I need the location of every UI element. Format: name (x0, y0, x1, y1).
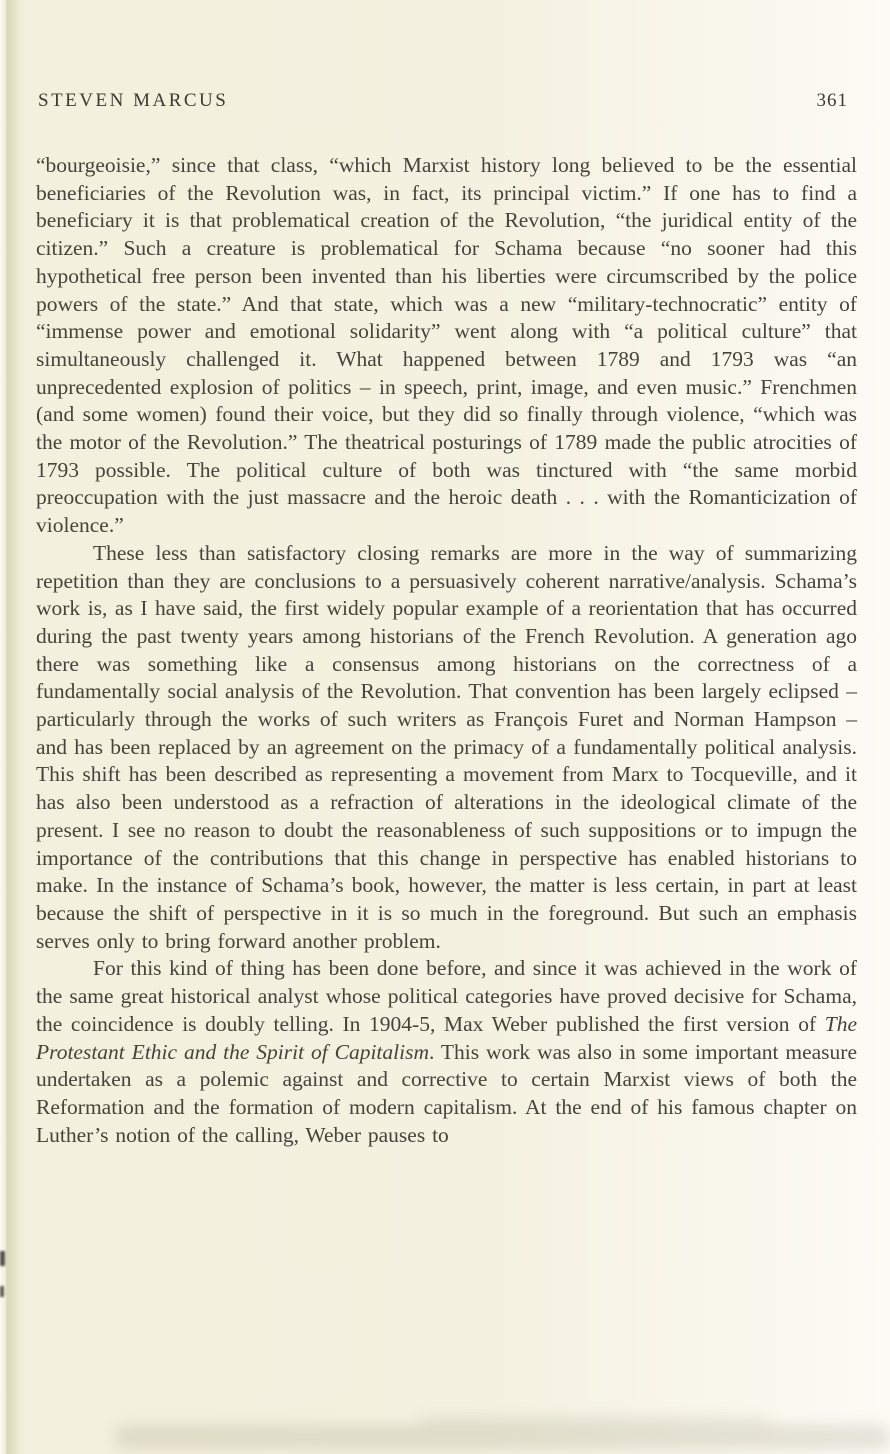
running-header (38, 90, 848, 112)
bottom-scan-shadow (115, 1425, 890, 1449)
paragraph-3-text-after-title: . This work was also in some important measure undertaken as a polemic against and corrective to certain Marxist views of both the Reformation and the formation of modern capitalism. At the end of his famous chapter on Luther’s notion of the calling, Weber pauses to (36, 1039, 858, 1147)
paragraph-3-text-before-title: For this kind of thing has been done before, and since it was achieved in the work of the same great historical analyst whose political categories have proved decisive for Schama, the coincidence is doubly telling. In 1904-5, Max Weber published the first version of (36, 956, 857, 1036)
page-gutter-crease (6, 0, 20, 1454)
scan-edge-artifact (0, 1251, 5, 1266)
paragraph-3 (36, 955, 857, 1149)
paragraph-1: “bourgeoisie,” since that class, “which Marxist history long believed to be the essential beneficiaries of the Revolution was, in fact, its principal victim.” If one has to find a beneficiary it is that problematical creation of the Revolution, “the juridical entity of the citizen.” Such a creature is problematical for Schama because “no sooner had this hypothetical free person been invented than his liberties were circumscribed by the police powers of the state.” And that state, which was a new “military-technocratic” entity of “immense power and emotional solidarity” went along with “a political culture” that simultaneously challenged it. What happened between 1789 and 1793 was “an unprecedented explosion of politics – in speech, print, image, and even music.” Frenchmen (and some women) found their voice, but they did so finally through violence, “which was the motor of the Revolution.” The theatrical posturings of 1789 made the public atrocities of 1793 possible. The political culture of both was tinctured with “the same morbid preoccupation with the just massacre and the heroic death . . . with the Romanticization of violence.” (36, 153, 857, 538)
book-title-italic: The Protestant Ethic and the Spirit of Capitalism (36, 1011, 857, 1064)
page-body-text (36, 152, 857, 1149)
scan-edge-artifact (0, 1286, 4, 1297)
running-head-author: STEVEN MARCUS (38, 90, 229, 111)
page-number: 361 (816, 90, 848, 111)
paragraph-2: These less than satisfactory closing remarks are more in the way of summarizing repetition than they are conclusions to a persuasively coherent narrative/analysis. Schama’s work is, as I have said, the first widely popular example of a reorientation that has occurred during the past twenty years among historians of the French Revolution. A generation ago there was something like a consensus among historians on the correctness of a fundamentally social analysis of the Revolution. That convention has been largely eclipsed – particularly through the works of such writers as François Furet and Norman Hampson – and has been replaced by an agreement on the primacy of a fundamentally political analysis. This shift has been described as representing a movement from Marx to Tocqueville, and it has also been understood as a refraction of alterations in the ideological climate of the present. I see no reason to doubt the reasonableness of such suppositions or to impugn the importance of the contributions that this change in perspective has enabled historians to make. In the instance of Schama’s book, however, the matter is less certain, in part at least because the shift of perspective in it is so much in the foreground. But such an emphasis serves only to bring forward another problem. (36, 540, 857, 953)
show-through-smudge (420, 1414, 770, 1428)
